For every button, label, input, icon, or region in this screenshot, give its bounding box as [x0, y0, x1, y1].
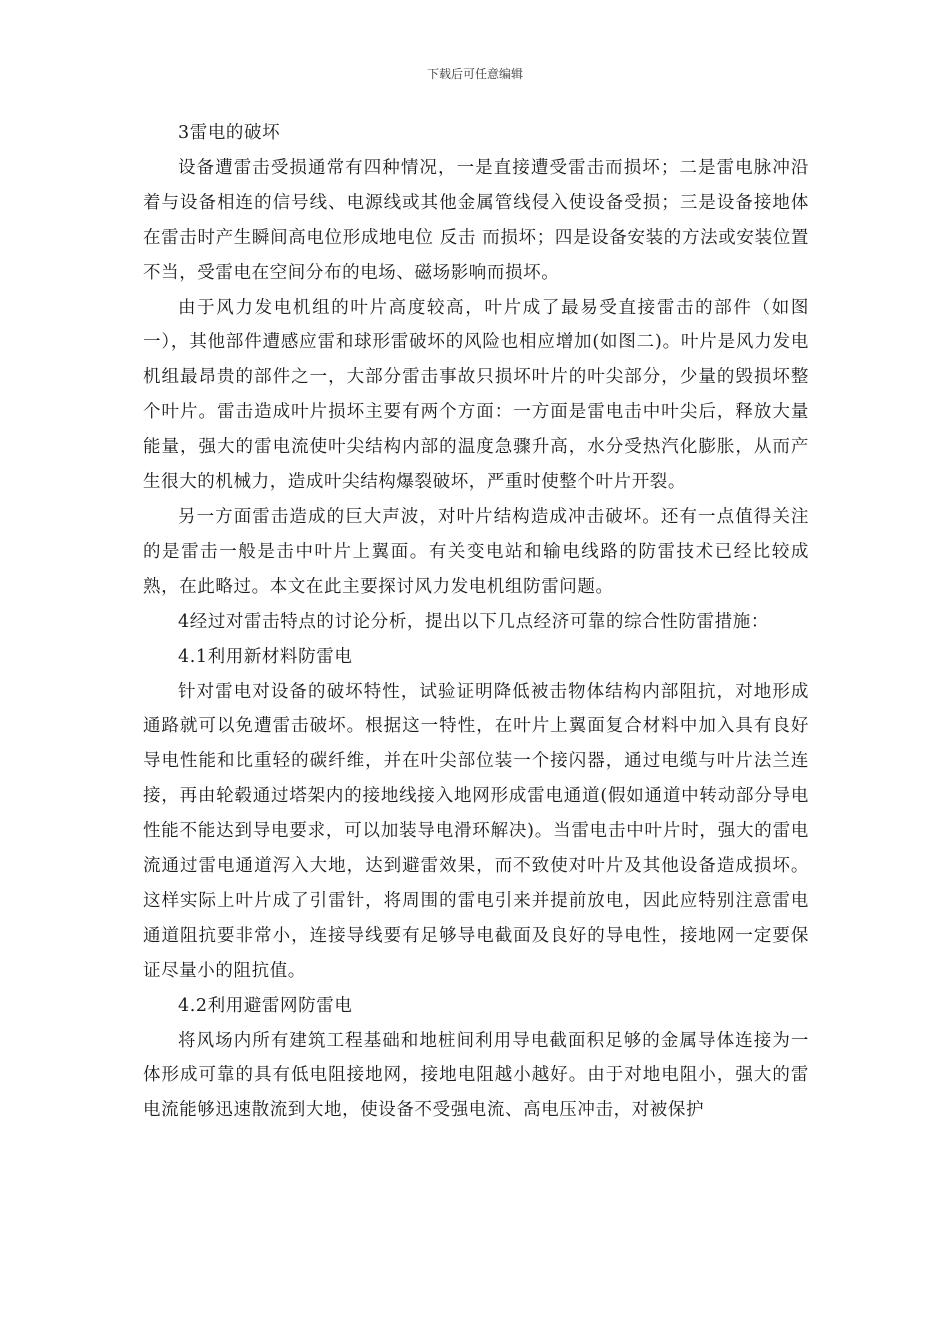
subsection-heading-4-2: 4.2利用避雷网防雷电 — [178, 995, 353, 1016]
document-body — [143, 116, 809, 1128]
body-paragraph: 由于风力发电机组的叶片高度较高，叶片成了最易受直接雷击的部件（如图一），其他部件遭感应雷和球形雷破坏的风险也相应增加(如图二)。叶片是风力发电机组最昂贵的部件之一，大部分雷击事故只损坏叶片的叶尖部分，少量的毁损坏整个叶片。雷击造成叶片损坏主要有两个方面：一方面是雷电击中叶尖后，释放大量能量，强大的雷电流使叶尖结构内部的温度急骤升高，水分受热汽化膨胀，从而产生很大的机械力，造成叶尖结构爆裂破坏，严重时使整个叶片开裂。 — [143, 297, 809, 493]
subsection-heading-4-1: 4.1利用新材料防雷电 — [178, 646, 353, 667]
body-paragraph: 将风场内所有建筑工程基础和地桩间利用导电截面积足够的金属导体连接为一体形成可靠的具有低电阻接地网，接地电阻越小越好。由于对地电阻小，强大的雷电流能够迅速散流到大地，使设备不受强电流、高电压冲击，对被保护 — [143, 1030, 809, 1121]
section-heading-3: 3雷电的破坏 — [178, 123, 281, 143]
page-header: 下载后可任意编辑 — [426, 67, 523, 81]
body-paragraph: 针对雷电对设备的破坏特性，试验证明降低被击物体结构内部阻抗，对地形成通路就可以免遭雷击破坏。根据这一特性，在叶片上翼面复合材料中加入具有良好导电性能和比重轻的碳纤维，并在叶尖部位装一个接闪器，通过电缆与叶片法兰连接，再由轮毂通过塔架内的接地线接入地网形成雷电通道(假如通道中转动部分导电性能不能达到导电要求，可以加装导电滑环解决)。当雷电击中叶片时，强大的雷电流通过雷电通道泻入大地，达到避雷效果，而不致使对叶片及其他设备造成损坏。这样实际上叶片成了引雷针，将周围的雷电引来并提前放电，因此应特别注意雷电通道阻抗要非常小，连接导线要有足够导电截面及良好的导电性，接地网一定要保证尽量小的阻抗值。 — [143, 681, 809, 981]
body-paragraph: 设备遭雷击受损通常有四种情况，一是直接遭受雷击而损坏；二是雷电脉冲沿着与设备相连的信号线、电源线或其他金属管线侵入使设备受损；三是设备接地体在雷击时产生瞬间高电位形成地电位 反击 而损坏；四是设备安装的方法或安装位置不当，受雷电在空间分布的电场、磁场影响而损坏。 — [143, 157, 809, 283]
section-heading-4: 4经过对雷击特点的讨论分析，提出以下几点经济可靠的综合性防雷措施： — [178, 611, 769, 632]
body-paragraph: 另一方面雷击造成的巨大声波，对叶片结构造成冲击破坏。还有一点值得关注的是雷击一般是击中叶片上翼面。有关变电站和输电线路的防雷技术已经比较成熟，在此略过。本文在此主要探讨风力发电机组防雷问题。 — [143, 506, 809, 597]
